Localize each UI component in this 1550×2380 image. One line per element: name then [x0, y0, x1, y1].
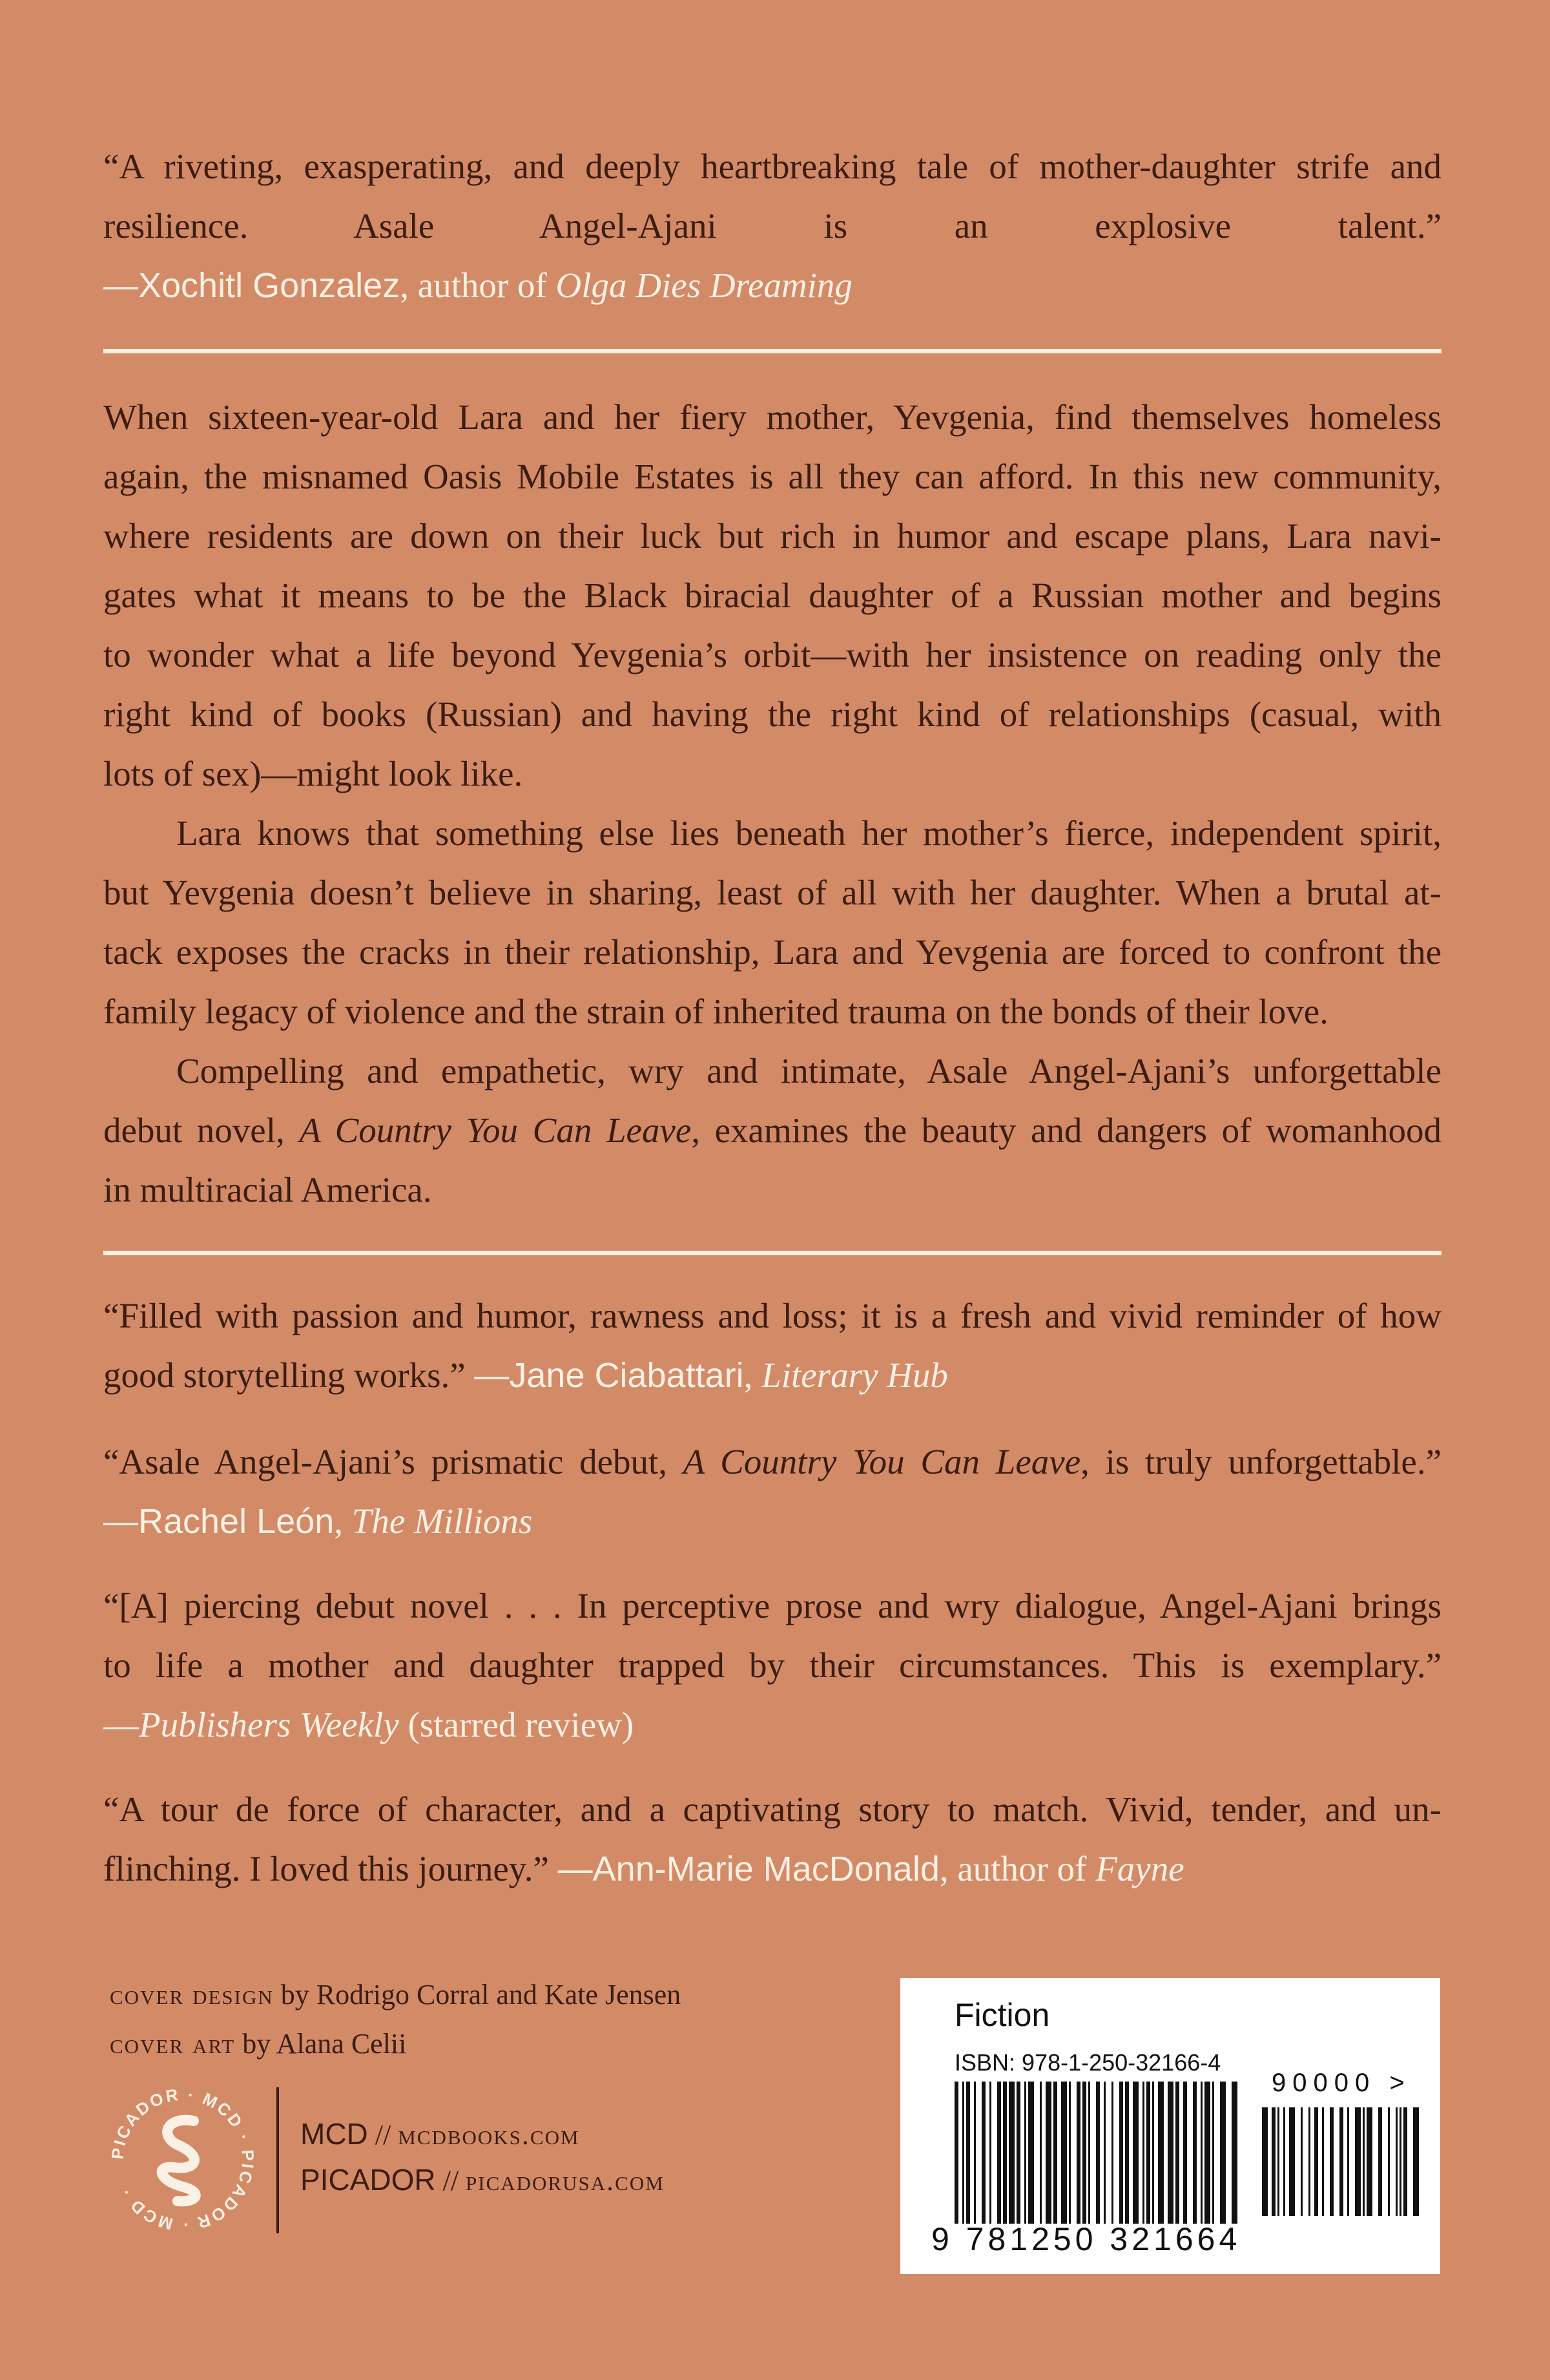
publisher-mcd	[300, 2116, 580, 2151]
text-line	[103, 1041, 1442, 1101]
text-segment: but Yevgenia doesn’t believe in sharing, least of all with her daughter. When a brutal at-	[103, 873, 1442, 912]
text-segment: “A tour de force of character, and a captivating story to match. Vivid, tender, and un-	[103, 1790, 1442, 1829]
credit-names: by Rodrigo Corral and Kate Jensen	[273, 1979, 681, 2010]
text-line	[103, 256, 1442, 315]
text-line	[103, 1346, 1442, 1405]
text-segment: “Filled with passion and humor, rawness and loss; it is a fresh and vivid reminder of how	[103, 1296, 1442, 1335]
title-text: A Country You Can Leave	[683, 1442, 1081, 1481]
text-segment: tack exposes the cracks in their relationship, Lara and Yevgenia are forced to confront the	[103, 932, 1442, 972]
barcode-bar	[1040, 2082, 1042, 2224]
barcode-bar	[1413, 2107, 1419, 2216]
svg-text:PICADOR · MCD · PICADOR · MCD: PICADOR · MCD · PICADOR · MCD ·	[107, 2084, 258, 2235]
separator: //	[367, 2119, 398, 2151]
cover-art-credit	[110, 2027, 406, 2060]
reviewer-name: —Xochitl Gonzalez	[103, 266, 400, 305]
barcode-bar	[1152, 2082, 1154, 2224]
barcode-bar	[1111, 2082, 1113, 2224]
text-segment: to wonder what a life beyond Yevgenia’s orbit—with her insistence on reading only the	[103, 635, 1442, 674]
text-segment: —	[103, 1705, 139, 1744]
barcode-bar	[1017, 2082, 1020, 2224]
barcode-bar	[1314, 2107, 1318, 2216]
barcode-bar	[1201, 2082, 1203, 2224]
text-segment: right kind of books (Russian) and having the right kind of relationships (casual, with	[103, 694, 1442, 734]
barcode-bar	[1077, 2082, 1080, 2224]
barcode-bar	[1046, 2082, 1051, 2224]
barcode-bar	[955, 2082, 958, 2224]
barcode-bar	[1146, 2082, 1150, 2224]
top-quote	[103, 137, 1442, 315]
reviewer-name: —Ann-Marie MacDonald	[557, 1850, 940, 1888]
barcode-bar	[1277, 2107, 1279, 2216]
title-text: The Millions	[351, 1501, 533, 1541]
text-line	[103, 506, 1442, 566]
barcode-bar	[1378, 2107, 1382, 2216]
text-segment: Compelling and empathetic, wry and intimate, Asale Angel-Ajani’s unforgettable	[176, 1051, 1442, 1091]
text-line	[103, 1695, 1442, 1755]
barcode-bar	[1104, 2082, 1106, 2224]
review-1	[103, 1286, 1442, 1405]
barcode-bar	[1388, 2107, 1390, 2216]
title-text: Literary Hub	[761, 1355, 948, 1395]
text-segment: debut novel,	[103, 1111, 300, 1150]
barcode-bar	[1028, 2082, 1034, 2224]
text-line	[103, 804, 1442, 863]
barcode-bar	[1403, 2107, 1407, 2216]
text-line	[103, 388, 1442, 447]
barcode-bar	[1193, 2082, 1197, 2224]
text-line	[103, 685, 1442, 744]
barcode-bar	[1232, 2082, 1237, 2224]
cover-design-credit	[110, 1978, 681, 2011]
barcode-bar	[989, 2082, 991, 2224]
text-line	[103, 1160, 1442, 1220]
barcode-bar	[1283, 2107, 1285, 2216]
text-line	[103, 863, 1442, 923]
text-segment: resilience. Asale Angel-Ajani is an explosive talent.”	[103, 206, 1442, 245]
review-2	[103, 1432, 1442, 1551]
barcode-bar	[1220, 2082, 1226, 2224]
barcode-bar	[1088, 2082, 1090, 2224]
text-segment: lots of sex)—might look like.	[103, 754, 523, 793]
text-segment: where residents are down on their luck but rich in humor and escape plans, Lara navi-	[103, 516, 1442, 556]
barcode-bar	[1363, 2107, 1365, 2216]
barcode-bar	[1322, 2107, 1324, 2216]
text-segment: to life a mother and daughter trapped by their circumstances. This is exemplary.”	[103, 1645, 1442, 1685]
barcode-bar	[1301, 2107, 1303, 2216]
review-4	[103, 1780, 1442, 1899]
reviewer-name: —Rachel León	[103, 1502, 335, 1541]
divider	[103, 1251, 1442, 1255]
text-line	[103, 1432, 1442, 1492]
text-segment: “Asale Angel-Ajani’s prismatic debut,	[103, 1442, 683, 1481]
barcode-bar	[1355, 2107, 1361, 2216]
text-segment: (starred review)	[398, 1705, 634, 1744]
barcode-bar	[1183, 2082, 1187, 2224]
barcode-bar	[1308, 2107, 1310, 2216]
barcode-bar	[1119, 2082, 1123, 2224]
publisher-name: MCD	[300, 2117, 368, 2151]
text-segment: “A riveting, exasperating, and deeply heartbreaking tale of mother-daughter strife and	[103, 147, 1442, 186]
text-segment: , is truly unforgettable.”	[1080, 1442, 1442, 1481]
text-line	[103, 1636, 1442, 1695]
isbn-text: ISBN: 978-1-250-32166-4	[955, 2049, 1221, 2076]
text-line	[103, 1576, 1442, 1636]
text-segment: , examines the beauty and dangers of womanhood	[691, 1111, 1442, 1150]
text-segment: , author of	[400, 266, 556, 305]
barcode-bar	[1125, 2082, 1129, 2224]
text-line	[103, 137, 1442, 196]
separator: //	[435, 2165, 466, 2197]
isbn-barcode	[900, 1978, 1440, 2274]
barcode-bar	[1168, 2082, 1173, 2224]
review-3	[103, 1576, 1442, 1755]
text-segment: Lara knows that something else lies beneath her mother’s fierce, independent spirit,	[176, 813, 1442, 853]
text-segment: good storytelling works.”	[103, 1355, 475, 1395]
barcode-digits: 9 781250 321664	[931, 2221, 1241, 2257]
barcode-bar	[1396, 2107, 1398, 2216]
barcode-bar	[1133, 2082, 1139, 2224]
text-line	[103, 566, 1442, 625]
text-line	[103, 1101, 1442, 1160]
barcode-bar	[1262, 2107, 1268, 2216]
reviewer-name: —Jane Ciabattari	[474, 1356, 744, 1395]
text-line	[103, 625, 1442, 685]
barcode-bar	[1082, 2082, 1086, 2224]
text-line	[103, 1286, 1442, 1346]
text-segment: , author of	[939, 1849, 1096, 1888]
credit-names: by Alana Celii	[235, 2028, 407, 2060]
text-line	[103, 196, 1442, 256]
text-line	[103, 1492, 1442, 1551]
barcode-bar	[1009, 2082, 1015, 2224]
publisher-url: mcdbooks.com	[398, 2119, 580, 2151]
credit-label: cover art	[110, 2028, 236, 2060]
text-segment: When sixteen-year-old Lara and her fiery mother, Yevgenia, find themselves homeless	[103, 397, 1442, 437]
barcode-bar	[1272, 2107, 1276, 2216]
barcode-bar	[1096, 2082, 1100, 2224]
publisher-url: picadorusa.com	[466, 2165, 665, 2197]
publisher-picador	[300, 2162, 665, 2197]
barcode-bar	[1024, 2082, 1026, 2224]
text-line	[103, 1839, 1442, 1899]
barcode-bar	[1158, 2082, 1164, 2224]
publisher-name: PICADOR	[300, 2163, 436, 2197]
barcode-bar	[1142, 2082, 1144, 2224]
barcode-bar	[1061, 2082, 1067, 2224]
credit-label: cover design	[110, 1979, 274, 2010]
text-line	[103, 447, 1442, 506]
barcode-bar	[1367, 2107, 1372, 2216]
barcode-bar	[1003, 2082, 1007, 2224]
barcode-bar	[1347, 2107, 1349, 2216]
genre-label: Fiction	[955, 1997, 1050, 2033]
text-segment: ,	[743, 1355, 762, 1395]
barcode-bar	[1339, 2107, 1343, 2216]
text-segment: flinching. I loved this journey.”	[103, 1849, 558, 1888]
text-segment: gates what it means to be the Black biracial daughter of a Russian mother and begins	[103, 576, 1442, 615]
title-text: Publishers Weekly	[139, 1705, 399, 1744]
logo-divider	[276, 2087, 279, 2233]
barcode-bar	[1175, 2082, 1179, 2224]
text-line	[103, 744, 1442, 804]
barcode-bar	[974, 2082, 976, 2224]
barcode-bar	[1330, 2107, 1334, 2216]
text-segment: in multiracial America.	[103, 1170, 432, 1209]
picador-mcd-logo-icon	[107, 2083, 259, 2236]
barcode-bar	[1204, 2082, 1210, 2224]
barcode-bar	[1053, 2082, 1057, 2224]
barcode-bar	[1289, 2107, 1295, 2216]
divider	[103, 349, 1442, 353]
barcode-bar	[1069, 2082, 1071, 2224]
text-line	[103, 923, 1442, 982]
barcode-bar	[1212, 2082, 1214, 2224]
title-text: A Country You Can Leave	[299, 1111, 692, 1150]
text-line	[103, 982, 1442, 1041]
text-line	[103, 1780, 1442, 1839]
text-segment: “[A] piercing debut novel . . . In perceptive prose and wry dialogue, Angel-Ajani brings	[103, 1586, 1442, 1625]
barcode-bar	[982, 2082, 986, 2224]
barcode-bar	[1400, 2107, 1401, 2216]
barcode-bar	[962, 2082, 964, 2224]
price-code: 90000 >	[1272, 2069, 1411, 2097]
barcode-bar	[966, 2082, 970, 2224]
title-text: Fayne	[1095, 1849, 1184, 1888]
title-text: Olga Dies Dreaming	[555, 266, 852, 305]
barcode-bar	[997, 2082, 1001, 2224]
text-segment: again, the misnamed Oasis Mobile Estates is all they can afford. In this new community,	[103, 457, 1442, 496]
text-segment: ,	[334, 1501, 352, 1541]
text-segment: family legacy of violence and the strain of inherited trauma on the bonds of their love.	[103, 992, 1328, 1031]
description	[103, 388, 1442, 1220]
